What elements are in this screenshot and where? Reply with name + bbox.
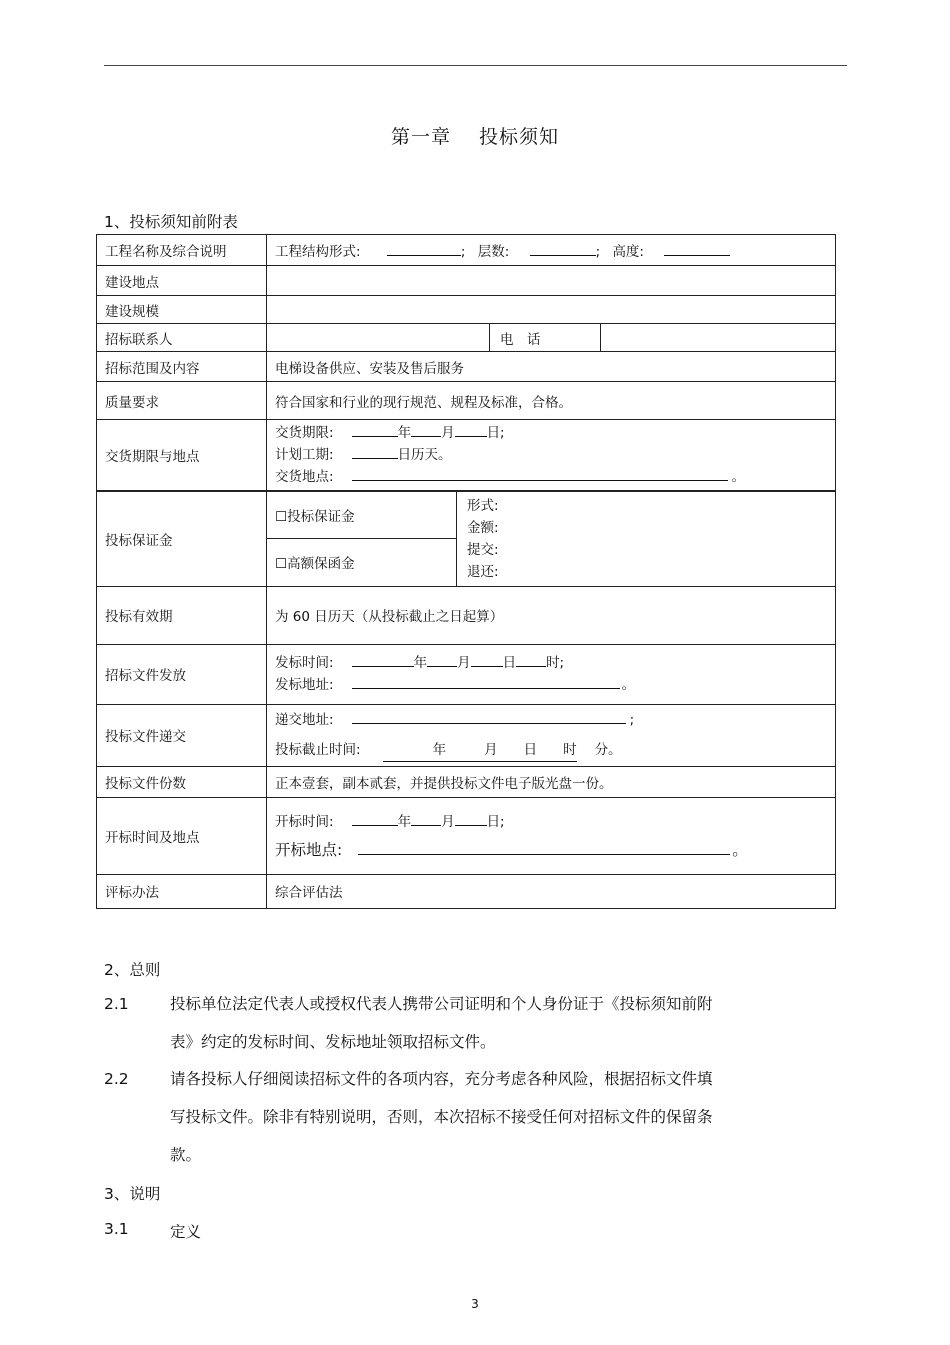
section2-heading: 2、总则: [104, 961, 161, 979]
header-rule: [104, 65, 847, 66]
clause-number: 2.2: [104, 1070, 129, 1088]
chapter-title: 第一章 投标须知: [390, 126, 560, 148]
row-label: 工程名称及综合说明: [97, 235, 267, 266]
clause-2-2: 请各投标人仔细阅读招标文件的各项内容，充分考虑各种风险，根据招标文件填 写投标文件。除非有特别说明，否则，本次招标不接受任何对招标文件的保留条 款。: [170, 1070, 713, 1164]
clause-2-1: 投标单位法定代表人或授权代表人携带公司证明和个人身份证于《投标须知前附 表》约定的发标时间、发标地址领取招标文件。: [170, 995, 713, 1051]
clause-number: 2.1: [104, 995, 129, 1013]
clause-3-1: 定义: [170, 1223, 202, 1241]
clause-number: 3.1: [104, 1220, 129, 1238]
section3-heading: 3、说明: [104, 1185, 161, 1203]
pre-notice-table: 工程名称及综合说明 工程结构形式: ; 层数: ; 高度: 建设地点 建设规模 招标联系人 电 话 招标范围及内容 电梯设备供应、安装及售后服务 质量要求 符合国家和行业的现行规范、规程及标准，合格。 交货期限与地点 交货期限: 年 月 日; 计划工期: 日历天。 交货地点: 。 投标保证金 ☐投标保证金 形式: 金额: 提交: 退还: ☐高额保函金 投标有效期 为 60 日历天（从投标截止之日起算） 招标文件发放 发标时间: 年 月 日 时; 发标地址: 。 投标文件递交 递交地址: ; 投标截止时间: 年 月 日 时 分。 投标文件份数 正本壹套，副本贰套，并提供投标文件电子版光盘一份。 开标时间及地点 开标时间: 年 月 日; 开标地点: 。 评标办法 综合评估法: [96, 234, 836, 909]
page-number: 3: [471, 1297, 479, 1311]
section1-heading: 1、投标须知前附表: [104, 213, 238, 231]
